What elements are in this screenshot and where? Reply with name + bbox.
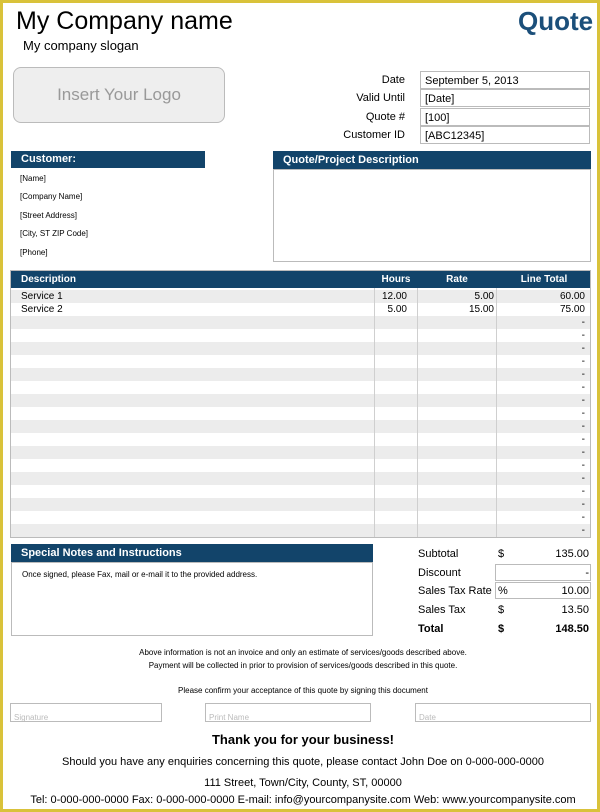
table-row[interactable] [11, 381, 590, 394]
sales-tax-symbol: $ [498, 604, 505, 616]
quote-number-label: Quote # [365, 111, 405, 123]
table-cell-line-total[interactable]: - [581, 512, 585, 523]
table-cell-line-total[interactable]: - [581, 408, 585, 419]
disclaimer-line-2: Payment will be collected in prior to provision of services/goods described in this quote. [148, 661, 458, 670]
table-cell-description[interactable] [21, 485, 221, 498]
table-cell-line-total[interactable]: - [581, 525, 585, 536]
table-cell-rate[interactable] [418, 342, 494, 355]
table-row[interactable] [11, 446, 590, 459]
table-row[interactable] [11, 407, 590, 420]
table-row[interactable] [11, 485, 590, 498]
table-cell-line-total[interactable]: - [581, 330, 585, 341]
table-row[interactable] [11, 290, 590, 303]
notes-text: Once signed, please Fax, mail or e-mail it to the provided address. [22, 570, 258, 579]
company-slogan: My company slogan [23, 38, 139, 53]
table-header [11, 271, 590, 288]
table-cell-line-total[interactable]: 75.00 [559, 304, 585, 315]
table-cell-line-total[interactable]: - [581, 317, 585, 328]
sales-tax-rate-symbol: % [498, 585, 508, 597]
table-cell-hours[interactable] [375, 459, 407, 472]
table-cell-rate[interactable] [418, 511, 494, 524]
column-header-rate: Rate [446, 274, 468, 285]
table-cell-description[interactable] [21, 511, 221, 524]
print-name-field[interactable]: Print Name [205, 703, 371, 722]
table-row[interactable] [11, 511, 590, 524]
table-cell-rate[interactable] [418, 433, 494, 446]
table-cell-line-total[interactable]: - [581, 395, 585, 406]
table-cell-description[interactable] [21, 472, 221, 485]
table-row[interactable] [11, 368, 590, 381]
table-cell-hours[interactable] [375, 511, 407, 524]
table-cell-hours[interactable] [375, 524, 407, 537]
table-cell-line-total[interactable]: - [581, 447, 585, 458]
table-cell-rate[interactable]: 5.00 [474, 291, 494, 302]
table-cell-rate[interactable] [418, 485, 494, 498]
sales-tax-label: Sales Tax [418, 604, 466, 616]
table-cell-hours[interactable] [375, 433, 407, 446]
table-cell-rate[interactable]: 15.00 [468, 304, 494, 315]
table-cell-hours[interactable] [375, 485, 407, 498]
table-cell-description[interactable] [21, 381, 221, 394]
table-cell-line-total[interactable]: - [581, 499, 585, 510]
quote-number-field[interactable]: [100] [420, 108, 590, 126]
column-header-hours: Hours [381, 274, 411, 285]
table-cell-rate[interactable] [418, 472, 494, 485]
signature-date-field[interactable]: Date [415, 703, 591, 722]
table-cell-line-total[interactable]: - [581, 460, 585, 471]
table-cell-hours[interactable] [375, 420, 407, 433]
table-cell-hours[interactable]: 12.00 [381, 291, 407, 302]
customer-street[interactable]: [Street Address] [20, 211, 77, 220]
table-cell-rate[interactable] [418, 407, 494, 420]
table-cell-description[interactable] [21, 407, 221, 420]
table-cell-hours[interactable] [375, 498, 407, 511]
table-cell-line-total[interactable]: 60.00 [559, 291, 585, 302]
table-row[interactable] [11, 498, 590, 511]
table-cell-hours[interactable] [375, 381, 407, 394]
table-cell-line-total[interactable]: - [581, 486, 585, 497]
table-cell-description[interactable] [21, 459, 221, 472]
table-cell-description[interactable]: Service 1 [21, 291, 63, 302]
table-cell-description[interactable] [21, 394, 221, 407]
sales-tax-value: 13.50 [561, 604, 589, 616]
subtotal-label: Subtotal [418, 548, 459, 560]
table-cell-description[interactable] [21, 342, 221, 355]
table-row[interactable] [11, 394, 590, 407]
total-value: 148.50 [555, 623, 589, 635]
customer-name[interactable]: [Name] [20, 174, 46, 183]
table-row[interactable] [11, 433, 590, 446]
table-cell-rate[interactable] [418, 355, 494, 368]
table-cell-line-total[interactable]: - [581, 369, 585, 380]
table-cell-hours[interactable] [375, 316, 407, 329]
discount-label: Discount [418, 567, 461, 579]
table-cell-hours[interactable] [375, 472, 407, 485]
column-header-description: Description [21, 274, 77, 285]
valid-until-field[interactable]: [Date] [420, 89, 590, 107]
table-cell-hours[interactable] [375, 329, 407, 342]
date-label: Date [381, 74, 405, 86]
company-contact-line: Tel: 0-000-000-0000 Fax: 0-000-000-0000 E-mail: info@yourcompanysite.com Web: www.yourcompanysite.com [30, 794, 576, 806]
table-row[interactable] [11, 355, 590, 368]
enquiries-text: Should you have any enquiries concerning this quote, please contact John Doe on 0-000-000-0000 [62, 756, 544, 768]
valid-until-label: Valid Until [356, 92, 405, 104]
table-cell-rate[interactable] [418, 498, 494, 511]
column-divider [374, 288, 375, 537]
table-row[interactable] [11, 472, 590, 485]
subtotal-value: 135.00 [555, 548, 589, 560]
customer-city-zip[interactable]: [City, ST ZIP Code] [20, 229, 89, 238]
discount-value: - [585, 567, 589, 579]
table-cell-description[interactable] [21, 433, 221, 446]
table-cell-description[interactable] [21, 368, 221, 381]
line-items-table [10, 270, 591, 538]
customer-id-label: Customer ID [343, 129, 405, 141]
table-cell-description[interactable] [21, 316, 221, 329]
table-row[interactable] [11, 316, 590, 329]
customer-company[interactable]: [Company Name] [20, 192, 83, 201]
project-description-field[interactable] [273, 169, 591, 262]
table-cell-line-total[interactable]: - [581, 343, 585, 354]
logo-placeholder[interactable] [13, 67, 225, 123]
thank-you-text: Thank you for your business! [211, 732, 395, 747]
table-cell-hours[interactable] [375, 368, 407, 381]
table-row[interactable] [11, 420, 590, 433]
customer-id-field[interactable]: [ABC12345] [420, 126, 590, 144]
table-cell-rate[interactable] [418, 368, 494, 381]
table-cell-hours[interactable]: 5.00 [387, 304, 407, 315]
column-divider [417, 288, 418, 537]
table-row[interactable] [11, 329, 590, 342]
total-symbol: $ [498, 623, 505, 635]
company-address: 111 Street, Town/City, County, ST, 00000 [204, 777, 402, 789]
table-cell-line-total[interactable]: - [581, 382, 585, 393]
table-cell-rate[interactable] [418, 316, 494, 329]
table-cell-rate[interactable] [418, 381, 494, 394]
table-cell-rate[interactable] [418, 524, 494, 537]
customer-heading: Customer: [11, 151, 205, 168]
sales-tax-rate-value: 10.00 [561, 585, 589, 597]
table-row[interactable] [11, 459, 590, 472]
table-row[interactable] [11, 524, 590, 537]
table-cell-hours[interactable] [375, 394, 407, 407]
table-cell-hours[interactable] [375, 342, 407, 355]
company-name: My Company name [16, 7, 233, 35]
table-cell-description[interactable]: Service 2 [21, 304, 63, 315]
confirm-text: Please confirm your acceptance of this quote by signing this document [178, 686, 428, 695]
sales-tax-rate-label: Sales Tax Rate [418, 585, 492, 597]
table-row[interactable] [11, 303, 590, 316]
table-cell-hours[interactable] [375, 407, 407, 420]
table-cell-line-total[interactable]: - [581, 356, 585, 367]
table-cell-hours[interactable] [375, 355, 407, 368]
signature-field[interactable]: Signature [10, 703, 162, 722]
table-cell-description[interactable] [21, 498, 221, 511]
table-cell-rate[interactable] [418, 394, 494, 407]
document-title: Quote [518, 6, 594, 36]
table-cell-description[interactable] [21, 329, 221, 342]
customer-phone[interactable]: [Phone] [20, 248, 48, 257]
notes-field[interactable] [11, 562, 373, 636]
table-cell-line-total[interactable]: - [581, 434, 585, 445]
table-row[interactable] [11, 342, 590, 355]
disclaimer-line-1: Above information is not an invoice and only an estimate of services/goods described above. [139, 648, 467, 657]
total-label: Total [418, 623, 444, 635]
table-cell-rate[interactable] [418, 446, 494, 459]
table-cell-line-total[interactable]: - [581, 421, 585, 432]
subtotal-symbol: $ [498, 548, 505, 560]
table-cell-rate[interactable] [418, 329, 494, 342]
date-field[interactable]: September 5, 2013 [420, 71, 590, 89]
logo-placeholder-text: Insert Your Logo [57, 85, 181, 104]
table-cell-line-total[interactable]: - [581, 473, 585, 484]
table-cell-description[interactable] [21, 446, 221, 459]
project-description-heading: Quote/Project Description [273, 151, 591, 169]
column-header-line-total: Line Total [520, 274, 568, 285]
table-cell-description[interactable] [21, 420, 221, 433]
table-cell-description[interactable] [21, 524, 221, 537]
table-cell-rate[interactable] [418, 459, 494, 472]
table-cell-rate[interactable] [418, 420, 494, 433]
notes-heading: Special Notes and Instructions [11, 544, 373, 562]
column-divider [496, 288, 497, 537]
table-cell-hours[interactable] [375, 446, 407, 459]
table-cell-description[interactable] [21, 355, 221, 368]
